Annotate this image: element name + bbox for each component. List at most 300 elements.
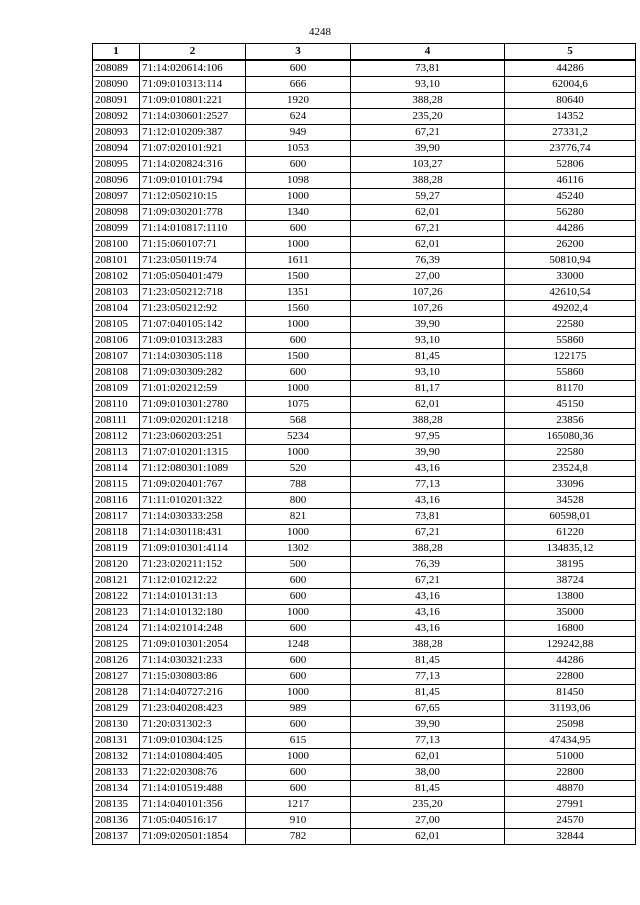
- table-row: [93, 333, 636, 349]
- rate-cell: 59,27: [351, 189, 505, 205]
- area-cell: 1000: [246, 445, 351, 461]
- table-row: [93, 733, 636, 749]
- value-cell: 165080,36: [505, 429, 636, 445]
- value-cell: 44286: [505, 221, 636, 237]
- cadastral-number-cell: 71:09:010304:125: [140, 733, 246, 749]
- cadastral-number-cell: 71:14:040101:356: [140, 797, 246, 813]
- cadastral-number-cell: 71:14:030118:431: [140, 525, 246, 541]
- row-number-cell: 208113: [93, 445, 140, 461]
- rate-cell: 81,45: [351, 685, 505, 701]
- area-cell: 520: [246, 461, 351, 477]
- value-cell: 60598,01: [505, 509, 636, 525]
- row-number-cell: 208112: [93, 429, 140, 445]
- area-cell: 600: [246, 621, 351, 637]
- area-cell: 1000: [246, 317, 351, 333]
- table-row: [93, 141, 636, 157]
- row-number-cell: 208101: [93, 253, 140, 269]
- row-number-cell: 208132: [93, 749, 140, 765]
- table-row: [93, 717, 636, 733]
- area-cell: 600: [246, 573, 351, 589]
- rate-cell: 76,39: [351, 253, 505, 269]
- cadastral-number-cell: 71:07:020101:921: [140, 141, 246, 157]
- area-cell: 600: [246, 157, 351, 173]
- area-cell: 1500: [246, 269, 351, 285]
- table-row: [93, 429, 636, 445]
- value-cell: 22580: [505, 317, 636, 333]
- cadastral-number-cell: 71:14:010132:180: [140, 605, 246, 621]
- row-number-cell: 208100: [93, 237, 140, 253]
- cadastral-number-cell: 71:12:080301:1089: [140, 461, 246, 477]
- rate-cell: 93,10: [351, 77, 505, 93]
- row-number-cell: 208116: [93, 493, 140, 509]
- area-cell: 666: [246, 77, 351, 93]
- value-cell: 55860: [505, 365, 636, 381]
- cadastral-number-cell: 71:09:020501:1854: [140, 829, 246, 845]
- cadastral-number-cell: 71:09:010101:794: [140, 173, 246, 189]
- table-row: [93, 493, 636, 509]
- value-cell: 26200: [505, 237, 636, 253]
- table-row: [93, 269, 636, 285]
- value-cell: 49202,4: [505, 301, 636, 317]
- area-cell: 1000: [246, 237, 351, 253]
- row-number-cell: 208108: [93, 365, 140, 381]
- value-cell: 14352: [505, 109, 636, 125]
- cadastral-number-cell: 71:14:010817:1110: [140, 221, 246, 237]
- row-number-cell: 208137: [93, 829, 140, 845]
- cadastral-number-cell: 71:09:010301:2780: [140, 397, 246, 413]
- table-row: [93, 413, 636, 429]
- row-number-cell: 208117: [93, 509, 140, 525]
- rate-cell: 81,45: [351, 349, 505, 365]
- table-row: [93, 109, 636, 125]
- cadastral-number-cell: 71:15:030803:86: [140, 669, 246, 685]
- value-cell: 22800: [505, 669, 636, 685]
- value-cell: 44286: [505, 653, 636, 669]
- row-number-cell: 208120: [93, 557, 140, 573]
- value-cell: 27331,2: [505, 125, 636, 141]
- value-cell: 38195: [505, 557, 636, 573]
- area-cell: 1217: [246, 797, 351, 813]
- cadastral-number-cell: 71:07:040105:142: [140, 317, 246, 333]
- row-number-cell: 208133: [93, 765, 140, 781]
- rate-cell: 39,90: [351, 717, 505, 733]
- row-number-cell: 208089: [93, 60, 140, 77]
- rate-cell: 81,17: [351, 381, 505, 397]
- value-cell: 33096: [505, 477, 636, 493]
- cadastral-number-cell: 71:07:010201:1315: [140, 445, 246, 461]
- value-cell: 48870: [505, 781, 636, 797]
- value-cell: 134835,12: [505, 541, 636, 557]
- area-cell: 1248: [246, 637, 351, 653]
- value-cell: 34528: [505, 493, 636, 509]
- table-row: [93, 445, 636, 461]
- rate-cell: 77,13: [351, 477, 505, 493]
- value-cell: 38724: [505, 573, 636, 589]
- rate-cell: 81,45: [351, 781, 505, 797]
- rate-cell: 67,21: [351, 125, 505, 141]
- cadastral-number-cell: 71:23:060203:251: [140, 429, 246, 445]
- cadastral-number-cell: 71:23:050119:74: [140, 253, 246, 269]
- data-table: [92, 43, 636, 845]
- row-number-cell: 208130: [93, 717, 140, 733]
- cadastral-number-cell: 71:09:020401:767: [140, 477, 246, 493]
- area-cell: 1000: [246, 685, 351, 701]
- rate-cell: 388,28: [351, 413, 505, 429]
- rate-cell: 97,95: [351, 429, 505, 445]
- rate-cell: 43,16: [351, 493, 505, 509]
- rate-cell: 62,01: [351, 237, 505, 253]
- table-row: [93, 173, 636, 189]
- value-cell: 61220: [505, 525, 636, 541]
- row-number-cell: 208090: [93, 77, 140, 93]
- column-header-1: 1: [93, 44, 140, 61]
- row-number-cell: 208118: [93, 525, 140, 541]
- area-cell: 782: [246, 829, 351, 845]
- area-cell: 1000: [246, 381, 351, 397]
- cadastral-number-cell: 71:09:010313:114: [140, 77, 246, 93]
- rate-cell: 103,27: [351, 157, 505, 173]
- cadastral-number-cell: 71:09:030201:778: [140, 205, 246, 221]
- row-number-cell: 208124: [93, 621, 140, 637]
- area-cell: 1098: [246, 173, 351, 189]
- cadastral-number-cell: 71:09:010801:221: [140, 93, 246, 109]
- table-row: [93, 573, 636, 589]
- table-row: [93, 285, 636, 301]
- rate-cell: 62,01: [351, 749, 505, 765]
- row-number-cell: 208134: [93, 781, 140, 797]
- value-cell: 25098: [505, 717, 636, 733]
- rate-cell: 388,28: [351, 93, 505, 109]
- cadastral-number-cell: 71:23:050212:718: [140, 285, 246, 301]
- value-cell: 42610,54: [505, 285, 636, 301]
- cadastral-number-cell: 71:09:010301:4114: [140, 541, 246, 557]
- table-row: [93, 397, 636, 413]
- value-cell: 33000: [505, 269, 636, 285]
- area-cell: 1075: [246, 397, 351, 413]
- value-cell: 45240: [505, 189, 636, 205]
- table-row: [93, 189, 636, 205]
- table-row: [93, 797, 636, 813]
- rate-cell: 62,01: [351, 829, 505, 845]
- area-cell: 821: [246, 509, 351, 525]
- rate-cell: 43,16: [351, 621, 505, 637]
- row-number-cell: 208107: [93, 349, 140, 365]
- area-cell: 600: [246, 653, 351, 669]
- table-row: [93, 813, 636, 829]
- value-cell: 80640: [505, 93, 636, 109]
- cadastral-number-cell: 71:22:020308:76: [140, 765, 246, 781]
- cadastral-number-cell: 71:01:020212:59: [140, 381, 246, 397]
- rate-cell: 388,28: [351, 637, 505, 653]
- value-cell: 62004,6: [505, 77, 636, 93]
- area-cell: 800: [246, 493, 351, 509]
- rate-cell: 107,26: [351, 285, 505, 301]
- row-number-cell: 208104: [93, 301, 140, 317]
- rate-cell: 77,13: [351, 733, 505, 749]
- area-cell: 600: [246, 365, 351, 381]
- value-cell: 55860: [505, 333, 636, 349]
- area-cell: 600: [246, 221, 351, 237]
- cadastral-number-cell: 71:14:010131:13: [140, 589, 246, 605]
- page-number: 4248: [309, 26, 331, 38]
- row-number-cell: 208106: [93, 333, 140, 349]
- value-cell: 22800: [505, 765, 636, 781]
- cadastral-number-cell: 71:23:040208:423: [140, 701, 246, 717]
- cadastral-number-cell: 71:14:030601:2527: [140, 109, 246, 125]
- row-number-cell: 208105: [93, 317, 140, 333]
- table-row: [93, 221, 636, 237]
- table-row: [93, 477, 636, 493]
- table-row: [93, 557, 636, 573]
- value-cell: 23856: [505, 413, 636, 429]
- area-cell: 5234: [246, 429, 351, 445]
- rate-cell: 39,90: [351, 317, 505, 333]
- column-header-5: 5: [505, 44, 636, 61]
- area-cell: 1920: [246, 93, 351, 109]
- value-cell: 122175: [505, 349, 636, 365]
- table-row: [93, 253, 636, 269]
- cadastral-number-cell: 71:09:020201:1218: [140, 413, 246, 429]
- rate-cell: 93,10: [351, 365, 505, 381]
- cadastral-number-cell: 71:12:050210:15: [140, 189, 246, 205]
- value-cell: 129242,88: [505, 637, 636, 653]
- cadastral-number-cell: 71:09:010301:2054: [140, 637, 246, 653]
- row-number-cell: 208093: [93, 125, 140, 141]
- table-row: [93, 205, 636, 221]
- rate-cell: 39,90: [351, 141, 505, 157]
- cadastral-number-cell: 71:05:050401:479: [140, 269, 246, 285]
- cadastral-number-cell: 71:09:030309:282: [140, 365, 246, 381]
- value-cell: 47434,95: [505, 733, 636, 749]
- cadastral-number-cell: 71:20:031302:3: [140, 717, 246, 733]
- value-cell: 31193,06: [505, 701, 636, 717]
- cadastral-number-cell: 71:14:021014:248: [140, 621, 246, 637]
- cadastral-number-cell: 71:23:050212:92: [140, 301, 246, 317]
- area-cell: 1340: [246, 205, 351, 221]
- table-row: [93, 621, 636, 637]
- table-row: [93, 701, 636, 717]
- value-cell: 45150: [505, 397, 636, 413]
- table-row: [93, 125, 636, 141]
- area-cell: 1000: [246, 605, 351, 621]
- rate-cell: 235,20: [351, 109, 505, 125]
- table-row: [93, 589, 636, 605]
- row-number-cell: 208094: [93, 141, 140, 157]
- table-body: [93, 60, 636, 845]
- rate-cell: 39,90: [351, 445, 505, 461]
- area-cell: 1000: [246, 525, 351, 541]
- value-cell: 81170: [505, 381, 636, 397]
- rate-cell: 43,16: [351, 461, 505, 477]
- row-number-cell: 208102: [93, 269, 140, 285]
- row-number-cell: 208109: [93, 381, 140, 397]
- cadastral-number-cell: 71:15:060107:71: [140, 237, 246, 253]
- row-number-cell: 208119: [93, 541, 140, 557]
- rate-cell: 81,45: [351, 653, 505, 669]
- cadastral-number-cell: 71:14:030305:118: [140, 349, 246, 365]
- column-header-3: 3: [246, 44, 351, 61]
- area-cell: 1611: [246, 253, 351, 269]
- area-cell: 1302: [246, 541, 351, 557]
- row-number-cell: 208125: [93, 637, 140, 653]
- table-row: [93, 349, 636, 365]
- value-cell: 23524,8: [505, 461, 636, 477]
- rate-cell: 76,39: [351, 557, 505, 573]
- row-number-cell: 208096: [93, 173, 140, 189]
- table-row: [93, 365, 636, 381]
- rate-cell: 388,28: [351, 173, 505, 189]
- area-cell: 1500: [246, 349, 351, 365]
- table-row: [93, 541, 636, 557]
- value-cell: 22580: [505, 445, 636, 461]
- cadastral-number-cell: 71:14:010519:488: [140, 781, 246, 797]
- row-number-cell: 208122: [93, 589, 140, 605]
- rate-cell: 38,00: [351, 765, 505, 781]
- value-cell: 24570: [505, 813, 636, 829]
- table-row: [93, 525, 636, 541]
- value-cell: 51000: [505, 749, 636, 765]
- rate-cell: 62,01: [351, 397, 505, 413]
- area-cell: 500: [246, 557, 351, 573]
- rate-cell: 27,00: [351, 813, 505, 829]
- rate-cell: 67,21: [351, 525, 505, 541]
- table-row: [93, 749, 636, 765]
- rate-cell: 73,81: [351, 60, 505, 77]
- table-row: [93, 60, 636, 77]
- area-cell: 568: [246, 413, 351, 429]
- area-cell: 600: [246, 717, 351, 733]
- rate-cell: 73,81: [351, 509, 505, 525]
- value-cell: 50810,94: [505, 253, 636, 269]
- column-header-4: 4: [351, 44, 505, 61]
- area-cell: 600: [246, 781, 351, 797]
- rate-cell: 93,10: [351, 333, 505, 349]
- rate-cell: 27,00: [351, 269, 505, 285]
- cadastral-number-cell: 71:09:010313:283: [140, 333, 246, 349]
- rate-cell: 43,16: [351, 605, 505, 621]
- row-number-cell: 208135: [93, 797, 140, 813]
- value-cell: 13800: [505, 589, 636, 605]
- row-number-cell: 208123: [93, 605, 140, 621]
- column-header-2: 2: [140, 44, 246, 61]
- row-number-cell: 208110: [93, 397, 140, 413]
- value-cell: 23776,74: [505, 141, 636, 157]
- area-cell: 600: [246, 60, 351, 77]
- table-row: [93, 653, 636, 669]
- table-row: [93, 381, 636, 397]
- rate-cell: 43,16: [351, 589, 505, 605]
- row-number-cell: 208126: [93, 653, 140, 669]
- cadastral-number-cell: 71:14:030321:233: [140, 653, 246, 669]
- area-cell: 600: [246, 589, 351, 605]
- table-row: [93, 237, 636, 253]
- row-number-cell: 208103: [93, 285, 140, 301]
- row-number-cell: 208095: [93, 157, 140, 173]
- row-number-cell: 208128: [93, 685, 140, 701]
- row-number-cell: 208121: [93, 573, 140, 589]
- area-cell: 600: [246, 765, 351, 781]
- value-cell: 27991: [505, 797, 636, 813]
- area-cell: 1000: [246, 749, 351, 765]
- cadastral-number-cell: 71:14:030333:258: [140, 509, 246, 525]
- rate-cell: 62,01: [351, 205, 505, 221]
- cadastral-number-cell: 71:11:010201:322: [140, 493, 246, 509]
- cadastral-number-cell: 71:14:010804:405: [140, 749, 246, 765]
- rate-cell: 67,65: [351, 701, 505, 717]
- area-cell: 910: [246, 813, 351, 829]
- table-row: [93, 317, 636, 333]
- value-cell: 81450: [505, 685, 636, 701]
- table-row: [93, 93, 636, 109]
- value-cell: 52806: [505, 157, 636, 173]
- table-row: [93, 301, 636, 317]
- cadastral-number-cell: 71:14:020614:106: [140, 60, 246, 77]
- table-row: [93, 765, 636, 781]
- area-cell: 1560: [246, 301, 351, 317]
- row-number-cell: 208136: [93, 813, 140, 829]
- table-row: [93, 781, 636, 797]
- rate-cell: 67,21: [351, 573, 505, 589]
- value-cell: 46116: [505, 173, 636, 189]
- area-cell: 788: [246, 477, 351, 493]
- cadastral-number-cell: 71:12:010212:22: [140, 573, 246, 589]
- row-number-cell: 208092: [93, 109, 140, 125]
- area-cell: 989: [246, 701, 351, 717]
- table-row: [93, 509, 636, 525]
- row-number-cell: 208115: [93, 477, 140, 493]
- table-row: [93, 605, 636, 621]
- value-cell: 56280: [505, 205, 636, 221]
- row-number-cell: 208097: [93, 189, 140, 205]
- row-number-cell: 208098: [93, 205, 140, 221]
- table-row: [93, 157, 636, 173]
- table-row: [93, 637, 636, 653]
- row-number-cell: 208091: [93, 93, 140, 109]
- value-cell: 16800: [505, 621, 636, 637]
- row-number-cell: 208131: [93, 733, 140, 749]
- table-header-row: [93, 44, 636, 61]
- value-cell: 35000: [505, 605, 636, 621]
- cadastral-number-cell: 71:23:020211:152: [140, 557, 246, 573]
- table-row: [93, 461, 636, 477]
- cadastral-number-cell: 71:05:040516:17: [140, 813, 246, 829]
- table-row: [93, 77, 636, 93]
- area-cell: 624: [246, 109, 351, 125]
- rate-cell: 235,20: [351, 797, 505, 813]
- row-number-cell: 208111: [93, 413, 140, 429]
- cadastral-number-cell: 71:14:020824:316: [140, 157, 246, 173]
- area-cell: 615: [246, 733, 351, 749]
- rate-cell: 388,28: [351, 541, 505, 557]
- area-cell: 1351: [246, 285, 351, 301]
- table-row: [93, 829, 636, 845]
- row-number-cell: 208114: [93, 461, 140, 477]
- rate-cell: 107,26: [351, 301, 505, 317]
- area-cell: 600: [246, 333, 351, 349]
- table-row: [93, 685, 636, 701]
- value-cell: 32844: [505, 829, 636, 845]
- area-cell: 949: [246, 125, 351, 141]
- value-cell: 44286: [505, 60, 636, 77]
- table-row: [93, 669, 636, 685]
- rate-cell: 77,13: [351, 669, 505, 685]
- area-cell: 1000: [246, 189, 351, 205]
- area-cell: 600: [246, 669, 351, 685]
- row-number-cell: 208127: [93, 669, 140, 685]
- cadastral-number-cell: 71:12:010209:387: [140, 125, 246, 141]
- row-number-cell: 208099: [93, 221, 140, 237]
- row-number-cell: 208129: [93, 701, 140, 717]
